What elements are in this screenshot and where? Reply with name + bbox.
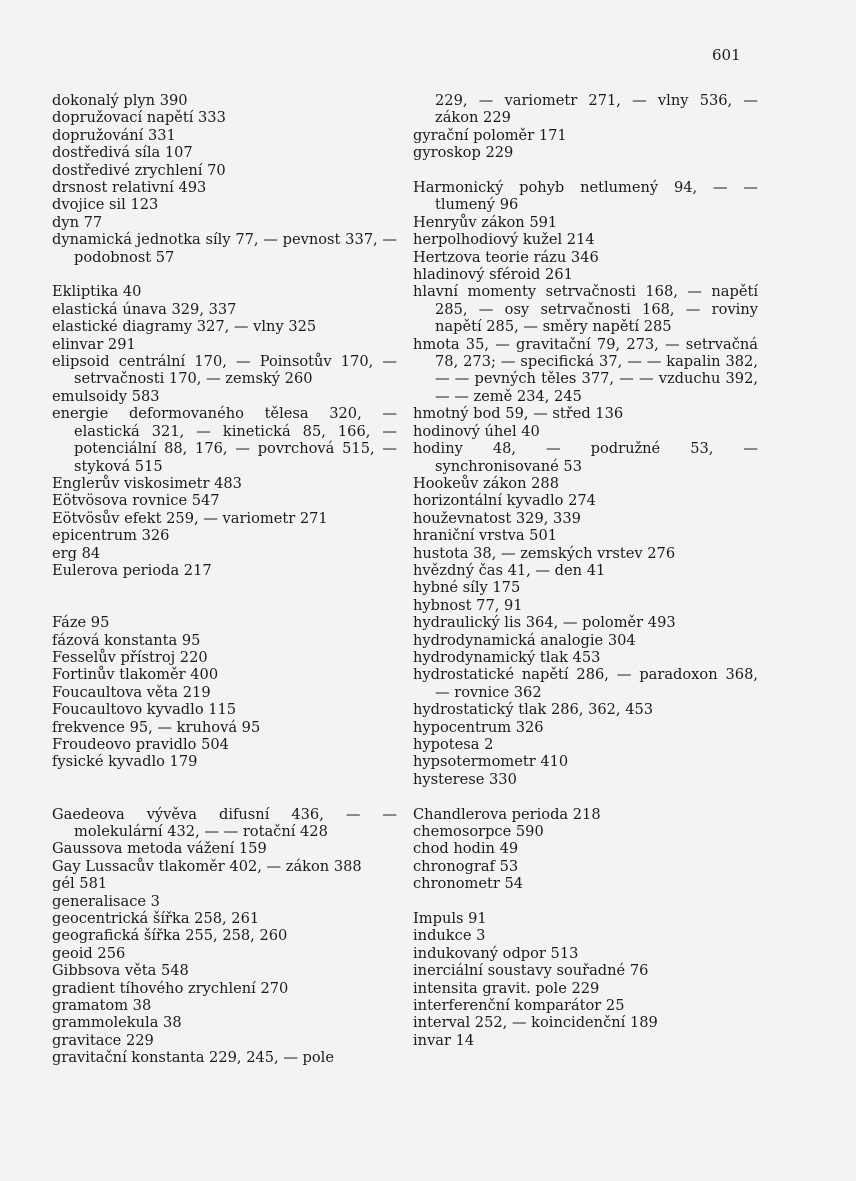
index-entry: dynamická jednotka síly 77, — pevnost 337, — podobnost 57 bbox=[52, 231, 397, 266]
index-entry: herpolhodiový kužel 214 bbox=[413, 231, 595, 249]
index-entry: gravitace 229 bbox=[52, 1031, 154, 1049]
index-entry: gradient tíhového zrychlení 270 bbox=[52, 979, 289, 997]
page-number: 601 bbox=[712, 46, 741, 64]
index-entry: dostředivé zrychlení 70 bbox=[52, 161, 226, 179]
index-entry: hladinový sféroid 261 bbox=[413, 266, 573, 284]
section-gap bbox=[413, 162, 758, 179]
index-entry: hybné síly 175 bbox=[413, 579, 521, 597]
index-entry: interval 252, — koincidenční 189 bbox=[413, 1014, 658, 1032]
section-gap bbox=[52, 579, 397, 614]
index-entry: elinvar 291 bbox=[52, 335, 136, 353]
index-entry: Fesselův přístroj 220 bbox=[52, 648, 208, 666]
index-entry: horizontální kyvadlo 274 bbox=[413, 492, 596, 510]
index-entry: chronograf 53 bbox=[413, 857, 519, 875]
index-entry: dostředivá síla 107 bbox=[52, 144, 193, 162]
index-entry: indukovaný odpor 513 bbox=[413, 944, 579, 962]
index-entry: Chandlerova perioda 218 bbox=[413, 805, 601, 823]
index-entry: dopružovací napětí 333 bbox=[52, 109, 226, 127]
index-entry: hodinový úhel 40 bbox=[413, 422, 540, 440]
index-entry: Eötvösův efekt 259, — variometr 271 bbox=[52, 509, 328, 527]
section-gap bbox=[52, 266, 397, 283]
index-entry: hvězdný čas 41, — den 41 bbox=[413, 561, 606, 579]
index-entry: houževnatost 329, 339 bbox=[413, 509, 581, 527]
index-entry: Froudeovo pravidlo 504 bbox=[52, 736, 229, 753]
index-entry: Foucaultova věta 219 bbox=[52, 683, 211, 701]
index-entry: gyrační poloměr 171 bbox=[413, 126, 567, 144]
index-entry: hydraulický lis 364, — poloměr 493 bbox=[413, 614, 676, 632]
index-entry: geoid 256 bbox=[52, 944, 126, 962]
index-entry: hydrodynamický tlak 453 bbox=[413, 648, 601, 666]
index-entry: dvojice sil 123 bbox=[52, 196, 159, 214]
index-entry: gél 581 bbox=[52, 875, 108, 893]
index-entry: grammolekula 38 bbox=[52, 1014, 182, 1032]
index-column-left bbox=[52, 92, 397, 1067]
index-entry: Henryův zákon 591 bbox=[413, 213, 558, 231]
index-entry: hmota 35, — gravitační 79, 273, — setrvačná 78, 273; — specifická 37, — — kapalin 382, — — pevných těles 377, — — vzduchu 392, — — země 234, 245 bbox=[413, 335, 758, 405]
index-entry: geocentrická šířka 258, 261 bbox=[52, 910, 260, 928]
index-entry: energie deformovaného tělesa 320, — elastická 321, — kinetická 85, 166, — potenciální 88, 176, — povrchová 515, — styková 515 bbox=[52, 405, 397, 475]
index-entry: Gaedeova vývěva difusní 436, — — molekulární 432, — — rotační 428 bbox=[52, 805, 397, 841]
index-entry: indukce 3 bbox=[413, 927, 486, 945]
index-entry: dopružování 331 bbox=[52, 126, 176, 144]
index-entry: chronometr 54 bbox=[413, 875, 524, 893]
index-column-right bbox=[413, 92, 758, 1049]
index-entry: gramatom 38 bbox=[52, 997, 152, 1015]
index-entry: epicentrum 326 bbox=[52, 527, 170, 545]
index-entry: Foucaultovo kyvadlo 115 bbox=[52, 701, 237, 719]
index-entry: emulsoidy 583 bbox=[52, 387, 160, 405]
index-entry: chemosorpce 590 bbox=[413, 823, 544, 841]
index-entry: invar 14 bbox=[413, 1031, 475, 1049]
index-entry: Fáze 95 bbox=[52, 614, 110, 632]
index-entry: Impuls 91 bbox=[413, 910, 487, 928]
index-entry: hysterese 330 bbox=[413, 770, 517, 788]
index-entry: Englerův viskosimetr 483 bbox=[52, 474, 242, 492]
index-entry: Eötvösova rovnice 547 bbox=[52, 492, 220, 510]
index-entry: interferenční komparátor 25 bbox=[413, 997, 625, 1015]
section-gap bbox=[413, 788, 758, 805]
index-entry: hraniční vrstva 501 bbox=[413, 527, 558, 545]
index-entry: hypocentrum 326 bbox=[413, 718, 544, 736]
index-entry: hydrostatický tlak 286, 362, 453 bbox=[413, 701, 654, 719]
index-entry: Harmonický pohyb netlumený 94, — — tlumený 96 bbox=[413, 179, 758, 214]
index-entry: dyn 77 bbox=[52, 213, 103, 231]
index-entry: intensita gravit. pole 229 bbox=[413, 979, 600, 997]
index-entry: hydrodynamická analogie 304 bbox=[413, 631, 636, 649]
index-entry: hmotný bod 59, — střed 136 bbox=[413, 405, 624, 423]
index-entry: Fortinův tlakoměr 400 bbox=[52, 666, 219, 684]
index-entry: 229, — variometr 271, — vlny 536, — zákon 229 bbox=[435, 92, 758, 127]
index-entry: Hertzova teorie rázu 346 bbox=[413, 248, 599, 266]
index-entry: generalisace 3 bbox=[52, 892, 160, 910]
index-entry: Gay Lussacův tlakoměr 402, — zákon 388 bbox=[52, 857, 362, 875]
index-entry: hydrostatické napětí 286, — paradoxon 368, — rovnice 362 bbox=[413, 666, 758, 701]
index-entry: chod hodin 49 bbox=[413, 840, 519, 858]
index-entry: frekvence 95, — kruhová 95 bbox=[52, 718, 261, 736]
index-entry: Ekliptika 40 bbox=[52, 283, 142, 301]
index-entry: hypotesa 2 bbox=[413, 736, 494, 754]
section-gap bbox=[413, 893, 758, 910]
index-entry: fysické kyvadlo 179 bbox=[52, 753, 198, 771]
index-entry: hlavní momenty setrvačnosti 168, — napětí 285, — osy setrvačnosti 168, — roviny napětí 285, — směry napětí 285 bbox=[413, 283, 758, 336]
index-entry: fázová konstanta 95 bbox=[52, 631, 201, 649]
index-entry: gravitační konstanta 229, 245, — pole bbox=[52, 1049, 334, 1067]
index-entry: elipsoid centrální 170, — Poinsotův 170, — setrvačnosti 170, — zemský 260 bbox=[52, 353, 397, 388]
index-entry: gyroskop 229 bbox=[413, 144, 514, 162]
index-entry: Gibbsova věta 548 bbox=[52, 962, 189, 980]
index-entry: Gaussova metoda vážení 159 bbox=[52, 840, 267, 858]
index-entry: elastické diagramy 327, — vlny 325 bbox=[52, 318, 317, 336]
index-entry: elastická únava 329, 337 bbox=[52, 300, 237, 318]
index-entry: hypsotermometr 410 bbox=[413, 753, 569, 771]
index-entry: dokonalý plyn 390 bbox=[52, 92, 188, 109]
index-entry: hybnost 77, 91 bbox=[413, 596, 523, 614]
index-entry: erg 84 bbox=[52, 544, 101, 562]
section-gap bbox=[52, 771, 397, 806]
index-entry: Eulerova perioda 217 bbox=[52, 561, 212, 579]
index-entry: Hookeův zákon 288 bbox=[413, 474, 559, 492]
index-entry: drsnost relativní 493 bbox=[52, 179, 207, 197]
index-entry: hustota 38, — zemských vrstev 276 bbox=[413, 544, 676, 562]
index-entry: hodiny 48, — podružné 53, — synchronisované 53 bbox=[413, 440, 758, 475]
index-entry: inerciální soustavy souřadné 76 bbox=[413, 962, 649, 980]
index-entry: geografická šířka 255, 258, 260 bbox=[52, 927, 288, 945]
